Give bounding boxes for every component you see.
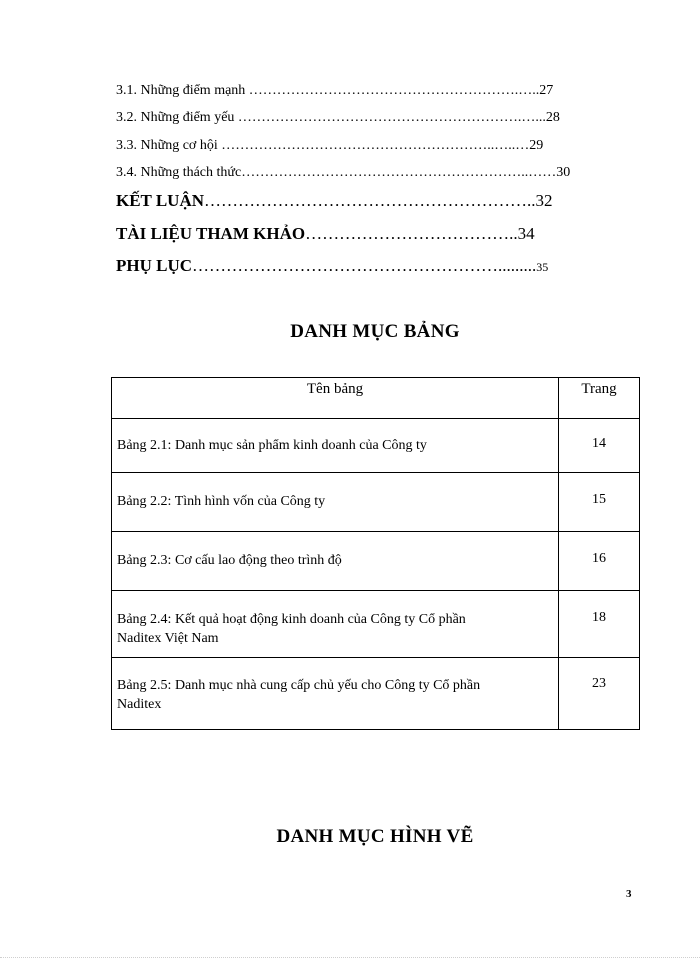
toc-entry-3-2 <box>116 109 560 127</box>
toc-entry-3-3 <box>116 137 543 155</box>
toc-entry-page: 28 <box>545 110 560 125</box>
toc-entry-page: 30 <box>556 165 571 180</box>
toc-leader-dots: ………………………………………………….….. <box>248 83 540 98</box>
table-row <box>112 419 640 473</box>
table-row-page: 18 <box>559 591 640 658</box>
toc-entry-label: 3.2. Những điểm yếu <box>116 110 238 125</box>
table-page-header: Trang <box>559 378 640 419</box>
toc-entry-page: 34 <box>517 224 535 243</box>
table-header-row <box>112 378 640 419</box>
page-bottom-divider <box>0 957 700 958</box>
toc-leader-dots: ………………………………………………….. <box>204 191 536 210</box>
toc-entry-page: 27 <box>539 83 554 98</box>
toc-entry-label: 3.3. Những cơ hội <box>116 138 222 153</box>
list-of-tables-title: DANH MỤC BẢNG <box>290 321 460 342</box>
table-row <box>112 591 640 658</box>
table-row-name-line: Bảng 2.2: Tình hình vốn của Công ty <box>117 494 326 509</box>
page-number: 3 <box>626 888 632 900</box>
table-row-name-line: Bảng 2.5: Danh mục nhà cung cấp chủ yếu cho Công ty Cổ phần <box>117 678 481 693</box>
table-row-name <box>112 591 559 658</box>
toc-entry-page: 32 <box>535 191 553 210</box>
toc-leader-dots: ………………………………………………......... <box>192 256 537 275</box>
toc-entry-3-4 <box>116 164 570 182</box>
table-row <box>112 532 640 591</box>
list-of-figures-title: DANH MỤC HÌNH VẼ <box>276 826 474 847</box>
table-row-name-line: Naditex <box>117 697 162 712</box>
toc-entry-ket-luan <box>116 190 553 212</box>
toc-entry-page: 29 <box>529 138 544 153</box>
table-row-name-line: Bảng 2.1: Danh mục sản phẩm kinh doanh của Công ty <box>117 438 427 453</box>
table-row-name-line: Naditex Việt Nam <box>117 631 219 646</box>
table-row-page: 16 <box>559 532 640 591</box>
list-of-tables <box>111 377 640 730</box>
toc-leader-dots: …………………………………………………….…... <box>237 110 546 125</box>
table-row-page: 14 <box>559 419 640 473</box>
toc-leader-dots: ……………………………….. <box>305 224 518 243</box>
table-row-name <box>112 419 559 473</box>
table-row-name-line: Bảng 2.3: Cơ cấu lao động theo trình độ <box>117 553 342 568</box>
toc-entry-label: 3.1. Những điểm mạnh <box>116 83 249 98</box>
toc-entry-label: PHỤ LỤC <box>116 256 193 275</box>
table-row-name-line: Bảng 2.4: Kết quả hoạt động kinh doanh của Công ty Cổ phần <box>117 612 466 627</box>
table-name-header: Tên bảng <box>112 378 559 419</box>
toc-entry-phu-luc <box>116 255 548 277</box>
table-row <box>112 658 640 730</box>
table-row-page: 15 <box>559 473 640 532</box>
toc-entry-label: TÀI LIỆU THAM KHẢO <box>116 224 306 243</box>
toc-leader-dots: …………………………………………………..…..… <box>221 138 530 153</box>
toc-leader-dots: ……………………………………………………..…… <box>241 165 557 180</box>
toc-entry-3-1 <box>116 82 553 100</box>
toc-entry-tai-lieu <box>116 223 535 245</box>
table-row-page: 23 <box>559 658 640 730</box>
table-row <box>112 473 640 532</box>
toc-entry-label: KẾT LUẬN <box>116 191 205 210</box>
toc-entry-page: 35 <box>536 260 549 274</box>
table-row-name <box>112 473 559 532</box>
toc-entry-label: 3.4. Những thách thức <box>116 165 242 180</box>
table-row-name <box>112 532 559 591</box>
table-row-name <box>112 658 559 730</box>
